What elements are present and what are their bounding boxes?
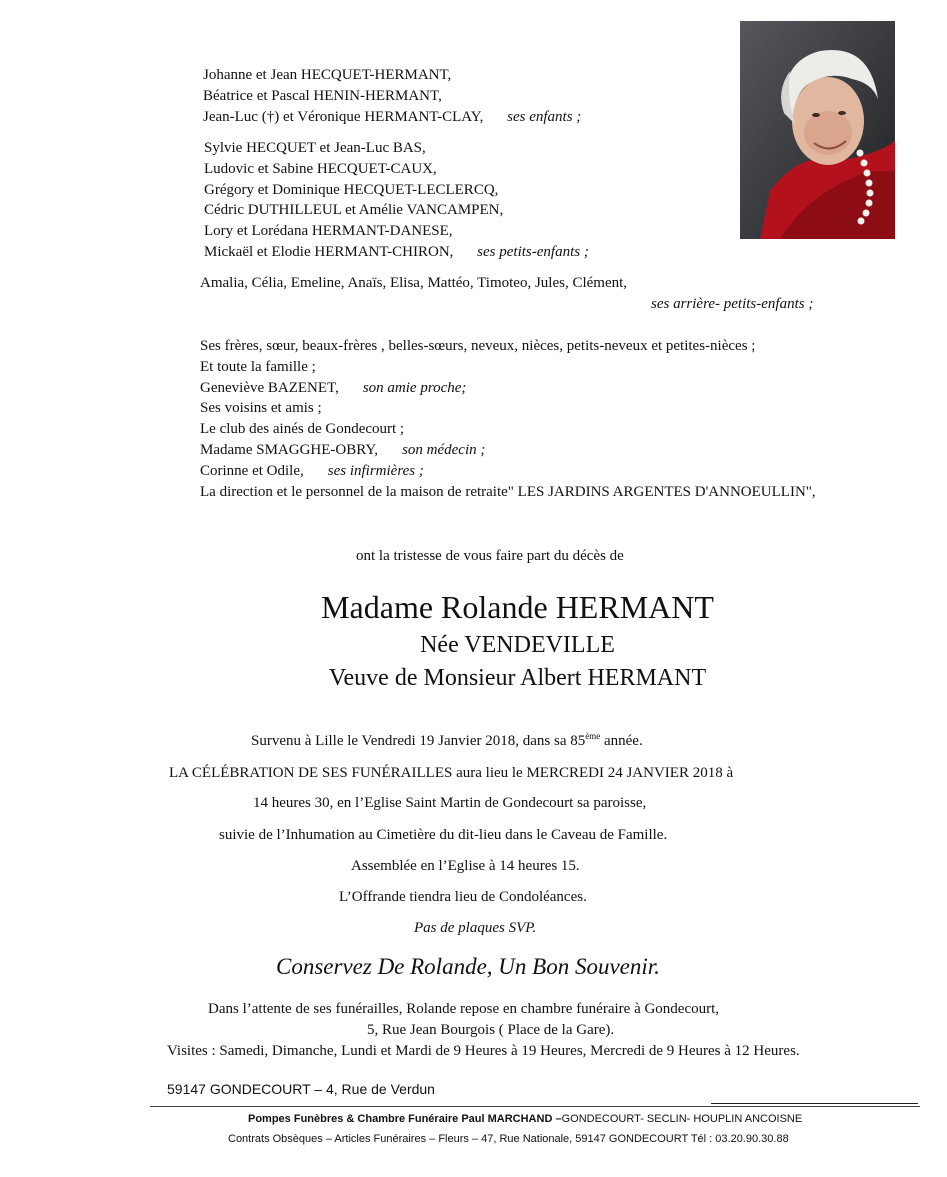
family-line: Grégory et Dominique HECQUET-LECLERCQ, <box>204 181 499 198</box>
family-line: Johanne et Jean HECQUET-HERMANT, <box>203 67 452 83</box>
family-line-text: Ses frères, sœur, beaux-frères , belles-sœurs, neveux, nièces, petits-neveux et petites-nièces ; <box>200 338 756 354</box>
deceased-widow-of: Veuve de Monsieur Albert HERMANT <box>328 665 707 691</box>
family-line: Béatrice et Pascal HENIN-HERMANT, <box>203 87 442 104</box>
family-line: Sylvie HECQUET et Jean-Luc BAS, <box>204 140 426 156</box>
family-line-text: Geneviève BAZENET, <box>200 379 339 396</box>
family-line <box>204 242 589 263</box>
family-line-text: Mickaël et Elodie HERMANT-CHIRON, <box>204 243 454 260</box>
family-line <box>203 107 581 128</box>
deceased-maiden-name: Née VENDEVILLE <box>420 632 615 658</box>
footer-address: 59147 GONDECOURT – 4, Rue de Verdun <box>167 1081 435 1097</box>
family-line: Cédric DUTHILLEUL et Amélie VANCAMPEN, <box>204 202 504 219</box>
family-line <box>200 419 816 440</box>
offering-info: L’Offrande tiendra lieu de Condoléances. <box>339 889 587 905</box>
family-line-text: Ses voisins et amis ; <box>200 400 322 417</box>
relation-label: son médecin ; <box>402 441 486 458</box>
family-line-text: Le club des ainés de Gondecourt ; <box>200 421 405 438</box>
relation-label: ses infirmières ; <box>327 462 424 479</box>
family-line <box>200 398 816 419</box>
relation-label: ses petits-enfants ; <box>477 243 589 260</box>
portrait-photo <box>740 21 895 239</box>
family-line <box>200 336 816 357</box>
portrait-illustration <box>740 21 895 239</box>
others-list <box>200 336 816 502</box>
rest-info-line2: 5, Rue Jean Bourgois ( Place de la Gare). <box>367 1022 615 1038</box>
souvenir-message: Conservez De Rolande, Un Bon Souvenir. <box>276 954 660 979</box>
great-grandchildren-names: Amalia, Célia, Emeline, Anaïs, Elisa, Mattéo, Timoteo, Jules, Clément, <box>200 275 628 291</box>
relation-label: ses enfants ; <box>507 108 582 125</box>
company-name-bold: Pompes Funèbres & Chambre Funéraire Paul MARCHAND – <box>248 1113 562 1125</box>
company-locations: GONDECOURT- SECLIN- HOUPLIN ANCOISNE <box>561 1113 803 1125</box>
family-line-text: Et toute la famille ; <box>200 358 316 375</box>
no-plaques-note: Pas de plaques SVP. <box>414 920 537 936</box>
footer-divider <box>150 1106 920 1107</box>
death-info-text: Survenu à Lille le Vendredi 19 Janvier 2018, dans sa 85 <box>251 733 586 749</box>
family-line: Lory et Lorédana HERMANT-DANESE, <box>204 223 453 240</box>
family-line-text: Corinne et Odile, <box>200 462 304 479</box>
visiting-hours: Visites : Samedi, Dimanche, Lundi et Mardi de 9 Heures à 19 Heures, Mercredi de 9 Heures à 12 Heures. <box>167 1043 800 1059</box>
family-line-text: Madame SMAGGHE-OBRY, <box>200 441 379 458</box>
deceased-name: Madame Rolande HERMANT <box>321 589 714 625</box>
family-line-text: La direction et le personnel de la maison de retraite" LES JARDINS ARGENTES D'ANNOEULLIN", <box>200 483 816 500</box>
family-line <box>200 482 816 503</box>
family-line-text: Jean-Luc (†) et Véronique HERMANT-CLAY, <box>203 108 484 125</box>
grandchildren-list <box>204 138 589 263</box>
burial-info: suivie de l’Inhumation au Cimetière du dit-lieu dans le Caveau de Famille. <box>219 827 668 843</box>
family-line <box>200 440 816 461</box>
rest-info-line1: Dans l’attente de ses funérailles, Rolande repose en chambre funéraire à Gondecourt, <box>208 1001 720 1017</box>
announcement-text: ont la tristesse de vous faire part du décès de <box>356 548 624 564</box>
family-line <box>200 357 816 378</box>
family-line: Ludovic et Sabine HECQUET-CAUX, <box>204 160 437 177</box>
death-info <box>251 731 643 752</box>
family-line <box>200 378 816 399</box>
company-contracts: Contrats Obsèques – Articles Funéraires – Fleurs – 47, Rue Nationale, 59147 GONDECOURT Tél : 03.20.90.30.88 <box>228 1133 789 1145</box>
signature-line <box>711 1103 918 1104</box>
ceremony-info-line1: LA CÉLÉBRATION DE SES FUNÉRAILLES aura lieu le MERCREDI 24 JANVIER 2018 à <box>169 765 734 781</box>
family-line <box>200 461 816 482</box>
assembly-info: Assemblée en l’Eglise à 14 heures 15. <box>351 858 580 874</box>
ordinal-suffix: ème <box>585 731 601 741</box>
death-info-end: année. <box>600 733 643 749</box>
ceremony-info-line2: 14 heures 30, en l’Eglise Saint Martin de Gondecourt sa paroisse, <box>253 795 647 811</box>
relation-label: son amie proche; <box>362 379 467 396</box>
relation-label: ses arrière- petits-enfants ; <box>651 296 814 312</box>
company-name <box>248 1112 802 1127</box>
children-list <box>203 65 581 127</box>
